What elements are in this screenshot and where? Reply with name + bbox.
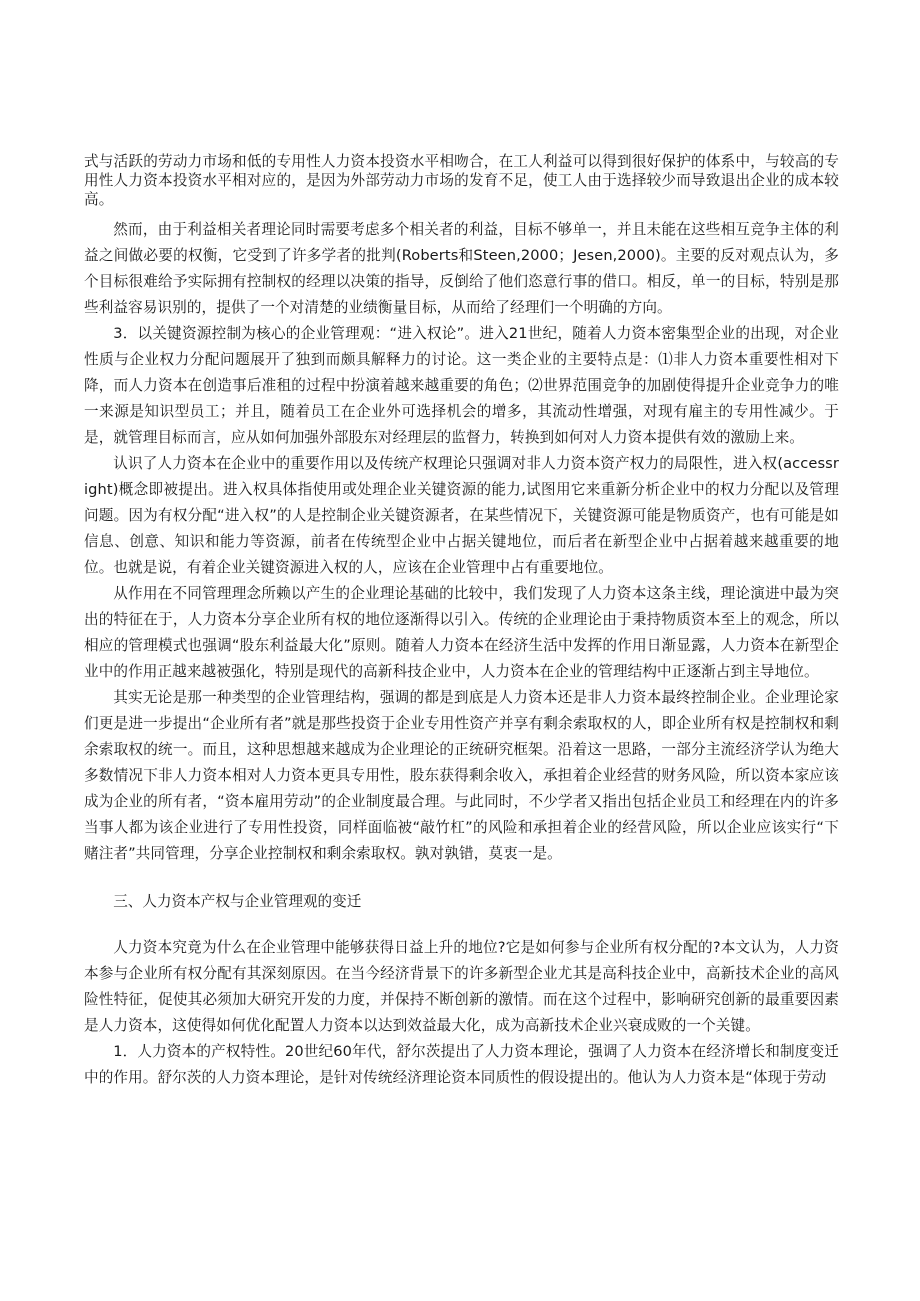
- paragraph-property-characteristics: 1．人力资本的产权特性。20世纪60年代，舒尔茨提出了人力资本理论，强调了人力资本在经济增长和制度变迁中的作用。舒尔茨的人力资本理论，是针对传统经济理论资本同质性的假设提出的。他认为人力资本是“体现于劳动: [84, 1043, 839, 1086]
- paragraph-stakeholder-critique: 然而，由于利益相关者理论同时需要考虑多个相关者的利益，目标不够单一，并且未能在这些相互竞争主体的利益之间做必要的权衡，它受到了许多学者的批判(Roberts和Steen,2000；Jesen,2000)。主要的反对观点认为，多个目标很难给予实际拥有控制权的经理以决策的指导，反倒给了他们恣意行事的借口。相反，单一的目标，特别是那些利益容易识别的，提供了一个对清楚的业绩衡量目标，从而给了经理们一个明确的方向。: [84, 221, 839, 316]
- section-heading: 三、人力资本产权与企业管理观的变迁: [113, 893, 362, 910]
- paragraph-human-capital-rise: 人力资本究竟为什么在企业管理中能够获得日益上升的地位?它是如何参与企业所有权分配的?本文认为，人力资本参与企业所有权分配有其深刻原因。在当今经济背景下的许多新型企业尤其是高科技企业中，高新技术企业的高风险性特征，促使其必须加大研究开发的力度，并保持不断创新的激情。而在这个过程中，影响研究创新的最重要因素是人力资本，这使得如何优化配置人力资本以达到效益最大化，成为高新技术企业兴衰成败的一个关键。: [84, 939, 839, 1034]
- document-page: [84, 152, 839, 1091]
- paragraph-human-capital-mainline: 从作用在不同管理理念所赖以产生的企业理论基础的比较中，我们发现了人力资本这条主线，理论演进中最为突出的特征在于，人力资本分享企业所有权的地位逐渐得以引入。传统的企业理论由于秉持物质资本至上的观念，所以相应的管理模式也强调“股东利益最大化”原则。随着人力资本在经济生活中发挥的作用日渐显露，人力资本在新型企业中的作用正越来越被强化，特别是现代的高新科技企业中，人力资本在企业的管理结构中正逐渐占到主导地位。: [84, 585, 839, 680]
- paragraph-access-right: 认识了人力资本在企业中的重要作用以及传统产权理论只强调对非人力资本资产权力的局限性，进入权(accessright)概念即被提出。进入权具体指使用或处理企业关键资源的能力,试图用它来重新分析企业中的权力分配以及管理问题。因为有权分配“进入权”的人是控制企业关键资源者，在某些情况下，关键资源可能是物质资产，也有可能是如信息、创意、知识和能力等资源，前者在传统型企业中占据关键地位，而后者在新型企业中占据着越来越重要的地位。也就是说，有着企业关键资源进入权的人，应该在企业管理中占有重要地位。: [84, 455, 839, 576]
- paragraph-continued: 式与活跃的劳动力市场和低的专用性人力资本投资水平相吻合，在工人利益可以得到很好保护的体系中，与较高的专用性人力资本投资水平相对应的，是因为外部劳动力市场的发育不足，使工人由于选择较少而导致退出企业的成本较高。: [84, 153, 839, 208]
- paragraph-ownership-debate: 其实无论是那一种类型的企业管理结构，强调的都是到底是人力资本还是非人力资本最终控制企业。企业理论家们更是进一步提出“企业所有者”就是那些投资于企业专用性资产并享有剩余索取权的人，即企业所有权是控制权和剩余索取权的统一。而且，这种思想越来越成为企业理论的正统研究框架。沿着这一思路，一部分主流经济学认为绝大多数情况下非人力资本相对人力资本更具专用性，股东获得剩余收入，承担着企业经营的财务风险，所以资本家应该成为企业的所有者，“资本雇用劳动”的企业制度最合理。与此同时，不少学者又指出包括企业员工和经理在内的许多当事人都为该企业进行了专用性投资，同样面临被“敲竹杠”的风险和承担着企业的经营风险，所以企业应该实行“下赌注者”共同管理，分享企业控制权和剩余索取权。孰对孰错，莫衷一是。: [84, 689, 839, 862]
- paragraph-access-theory: 3．以关键资源控制为核心的企业管理观：“进入权论”。进入21世纪，随着人力资本密集型企业的出现，对企业性质与企业权力分配问题展开了独到而颇具解释力的讨论。这一类企业的主要特点是：⑴非人力资本重要性相对下降，而人力资本在创造事后准租的过程中扮演着越来越重要的角色；⑵世界范围竞争的加剧使得提升企业竞争力的唯一来源是知识型员工；并且，随着员工在企业外可选择机会的增多，其流动性增强，对现有雇主的专用性减少。于是，就管理目标而言，应从如何加强外部股东对经理层的监督力，转换到如何对人力资本提供有效的激励上来。: [84, 325, 839, 446]
